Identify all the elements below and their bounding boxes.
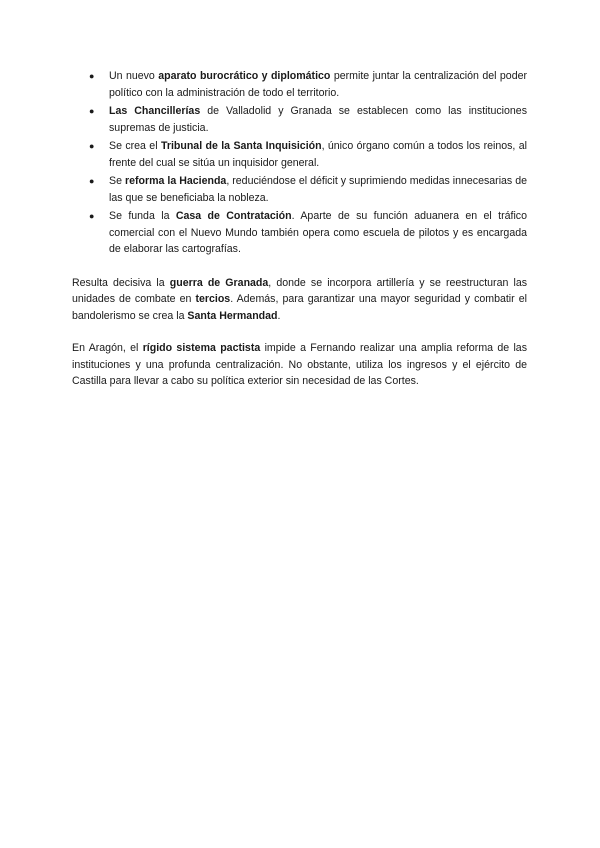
bullet-icon: ● — [89, 176, 95, 186]
paragraph-aragon: En Aragón, el rígido sistema pactista impide a Fernando realizar una amplia reforma de las instituciones y una profunda centralización. No obstante, utiliza los ingresos y el ejército de Castilla para llevar a cabo su política exterior sin necesidad de las Cortes. — [72, 342, 527, 387]
bullet-icon: ● — [89, 141, 95, 151]
bullet-item: ● Se reforma la Hacienda, reduciéndose el déficit y suprimiendo medidas innecesarias de las que se beneficiaba la nobleza. — [89, 175, 528, 204]
bullet-item: ● Se crea el Tribunal de la Santa Inquisición, único órgano común a todos los reinos, al frente del cual se sitúa un inquisidor general. — [89, 140, 527, 169]
bullet-icon: ● — [89, 71, 95, 81]
bullet-item: ● Un nuevo aparato burocrático y diplomático permite juntar la centralización del poder político con la administración de todo el territorio. — [89, 70, 528, 99]
bullet-list — [72, 68, 527, 258]
bullet-item: ● Se funda la Casa de Contratación. Aparte de su función aduanera en el tráfico comercial con el Nuevo Mundo también opera como escuela de pilotos y es encargada de elaborar las cartografías. — [89, 210, 527, 255]
bullet-icon: ● — [89, 211, 95, 221]
document-body — [72, 68, 527, 390]
bullet-icon: ● — [89, 106, 95, 116]
bullet-item: ● Las Chancillerías de Valladolid y Granada se establecen como las instituciones supremas de justicia. — [89, 105, 527, 134]
paragraph-guerra-granada: Resulta decisiva la guerra de Granada, donde se incorpora artillería y se reestructuran las unidades de combate en tercios. Además, para garantizar una mayor seguridad y combatir el bandolerismo se crea la Santa Hermandad. — [72, 276, 528, 322]
